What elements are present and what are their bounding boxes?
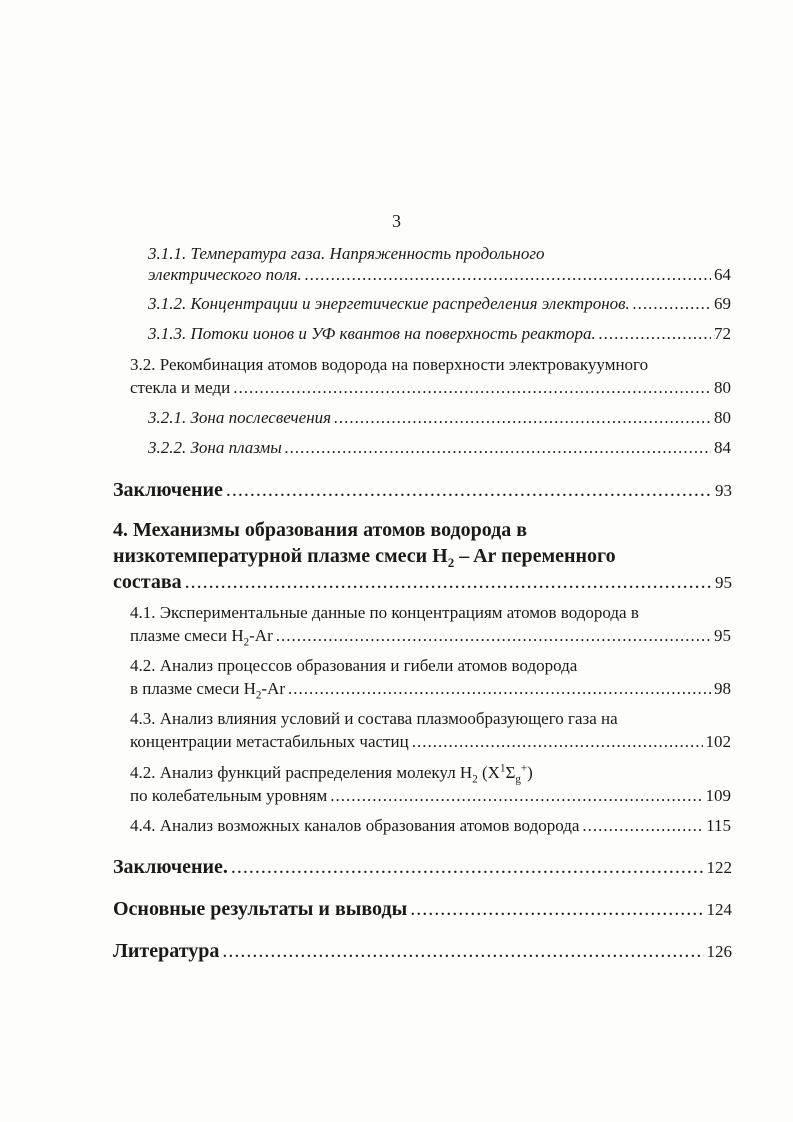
superscript: 1	[499, 762, 506, 775]
subscript: 2	[472, 773, 478, 786]
toc-entry-4-3[interactable]	[130, 731, 731, 753]
dot-leader	[276, 625, 711, 647]
toc-entry-text: 3.1.2. Концентрации и энергетические распределения электронов.	[148, 294, 630, 313]
dot-leader	[305, 264, 711, 286]
toc-page-number: 93	[715, 481, 732, 500]
entry-text-a: 4.2. Анализ функций распределения молекул H	[130, 763, 473, 782]
toc-page-number: 115	[706, 816, 731, 835]
toc-chapter-4[interactable]	[113, 571, 732, 594]
toc-entry-conclusion-3[interactable]	[113, 479, 732, 502]
dot-leader	[288, 678, 711, 700]
toc-chapter-4-line1: 4. Механизмы образования атомов водорода в	[113, 519, 528, 541]
dot-leader	[222, 940, 703, 962]
toc-entry-text: 4.4. Анализ возможных каналов образования атомов водорода	[130, 816, 580, 835]
toc-entry-4-1-line1: 4.1. Экспериментальные данные по концентрациям атомов водорода в	[130, 603, 639, 622]
dot-leader	[233, 377, 711, 399]
toc-entry-text: Заключение	[113, 479, 223, 501]
dot-leader	[231, 856, 704, 878]
toc-entry-text: 3.1.3. Потоки ионов и УФ квантов на поверхность реактора.	[148, 324, 596, 343]
toc-page-number: 95	[714, 626, 731, 645]
entry-text-a: плазме смеси H	[130, 626, 244, 645]
toc-entry-text: состава	[113, 571, 182, 593]
toc-entry-4-2b-line1	[130, 762, 533, 784]
toc-entry-3-1-3[interactable]	[148, 323, 731, 345]
entry-text-d: )	[527, 763, 533, 782]
toc-page-number: 80	[714, 408, 731, 427]
toc-entry-4-1[interactable]	[130, 625, 731, 647]
toc-entry-text: 3.2.2. Зона плазмы	[148, 438, 282, 457]
entry-text-b: -Ar	[249, 626, 273, 645]
toc-page-number: 126	[706, 942, 732, 961]
toc-entry-text	[130, 625, 273, 647]
toc-entry-text	[130, 678, 285, 700]
toc-page-number: 122	[706, 858, 732, 877]
toc-entry-3-2-1[interactable]	[148, 407, 731, 429]
entry-text-b: -Ar	[261, 679, 286, 698]
toc-entry-text: Заключение.	[113, 856, 228, 878]
chapter-4-text-a: низкотемпературной плазме смеси H	[113, 545, 448, 567]
toc-entry-3-2-line1: 3.2. Рекомбинация атомов водорода на поверхности электровакуумного	[130, 355, 649, 374]
toc-entry-text: концентрации метастабильных частиц	[130, 732, 409, 751]
toc-page-number: 98	[714, 679, 731, 698]
toc-page-number: 109	[705, 786, 731, 805]
toc-entry-4-2-line1: 4.2. Анализ процессов образования и гибели атомов водорода	[130, 656, 578, 675]
toc-entry-4-2b[interactable]	[130, 785, 731, 807]
dot-leader	[334, 407, 711, 429]
toc-entry-text: электрического поля.	[148, 265, 302, 284]
toc-entry-text: стекла и меди	[130, 378, 231, 397]
toc-chapter-4-line2	[113, 545, 616, 570]
toc-page-number: 102	[705, 732, 731, 751]
subscript: 2	[243, 636, 250, 649]
toc-page-number: 124	[706, 900, 732, 919]
toc-entry-results[interactable]	[113, 898, 732, 921]
superscript: +	[520, 762, 528, 775]
toc-page-number: 69	[714, 294, 731, 313]
subscript: 2	[447, 555, 455, 570]
dot-leader	[582, 815, 703, 837]
dot-leader	[599, 323, 711, 345]
toc-entry-3-2[interactable]	[130, 377, 731, 399]
toc-page-number: 80	[714, 378, 731, 397]
toc-entry-text: Литература	[113, 940, 220, 962]
dot-leader	[185, 571, 712, 593]
dot-leader	[330, 785, 702, 807]
toc-page-number: 72	[714, 324, 731, 343]
toc-entry-3-1-2[interactable]	[148, 293, 731, 315]
subscript: 2	[255, 689, 262, 702]
dot-leader	[410, 898, 703, 920]
chapter-4-text-b: – Ar переменного	[454, 545, 616, 567]
toc-entry-conclusion-4[interactable]	[113, 856, 732, 879]
dot-leader	[285, 437, 711, 459]
page-number: 3	[392, 211, 401, 231]
dot-leader	[633, 293, 711, 315]
toc-entry-3-1-1-line1: 3.1.1. Температура газа. Напряженность продольного	[148, 244, 545, 263]
toc-entry-4-4[interactable]	[130, 815, 731, 837]
toc-entry-text: по колебательным уровням	[130, 786, 328, 805]
toc-entry-text: Основные результаты и выводы	[113, 898, 408, 920]
dot-leader	[412, 731, 703, 753]
dot-leader	[226, 479, 712, 501]
toc-entry-4-3-line1: 4.3. Анализ влияния условий и состава плазмообразующего газа на	[130, 709, 618, 728]
toc-page-number: 95	[715, 573, 732, 592]
subscript: g	[515, 773, 521, 786]
toc-entry-4-2[interactable]	[130, 678, 731, 700]
toc-page-number: 64	[714, 265, 731, 284]
toc-entry-3-1-1[interactable]	[148, 264, 731, 286]
entry-text-a: в плазме смеси H	[130, 679, 256, 698]
toc-entry-3-2-2[interactable]	[148, 437, 731, 459]
toc-entry-literature[interactable]	[113, 940, 732, 963]
entry-text-b: (X	[477, 763, 500, 782]
toc-entry-text: 3.2.1. Зона послесвечения	[148, 408, 332, 427]
entry-text-c: Σ	[505, 763, 516, 782]
toc-page-number: 84	[714, 438, 731, 457]
